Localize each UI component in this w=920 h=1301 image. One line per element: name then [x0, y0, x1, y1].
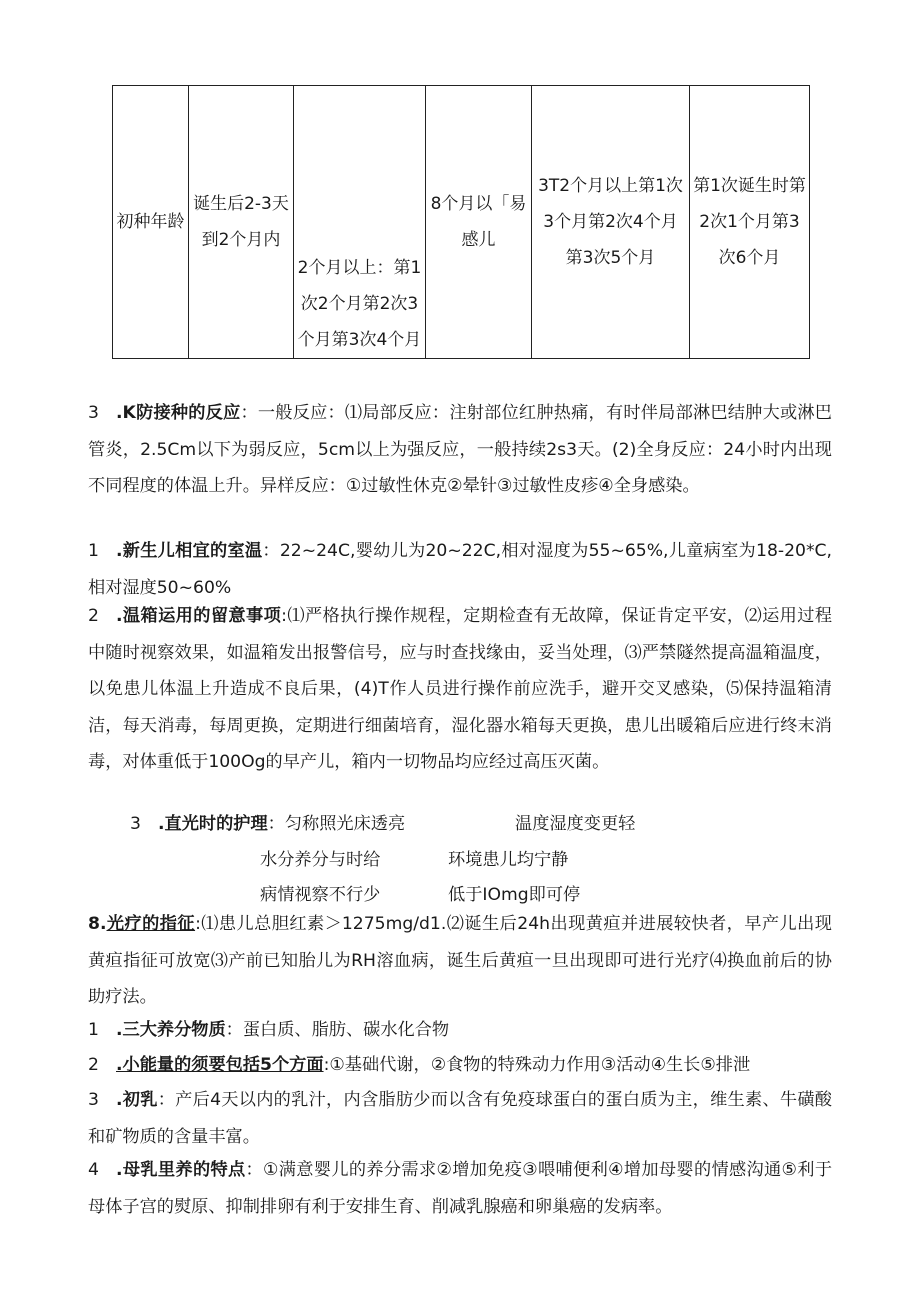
table-cell — [690, 86, 810, 359]
paragraph-energy-needs — [88, 1047, 832, 1084]
phototherapy-row-2 — [260, 842, 380, 878]
paragraph-colostrum — [88, 1082, 832, 1155]
cell-text: 8个月以「易感儿 — [430, 194, 527, 250]
care-point: 病情视察不行少 — [260, 885, 381, 905]
item-label: .三大养分物质 — [116, 1020, 226, 1040]
item-label: .新生儿相宜的室温 — [116, 541, 263, 561]
item-label: .初乳 — [116, 1090, 158, 1110]
cell-text: 诞生后2-3天到2个月内 — [193, 194, 289, 250]
phototherapy-row-2-right — [448, 842, 568, 878]
cell-text: 第1次诞生时第2次1个月第3次6个月 — [693, 176, 806, 268]
item-label: .母乳里养的特点 — [116, 1160, 246, 1180]
item-number: 3 — [88, 1090, 99, 1110]
care-point: 温度湿度变更轻 — [515, 814, 636, 834]
item-label: .小能量的须要包括5个方面 — [116, 1055, 324, 1075]
item-text: :①基础代谢，②食物的特殊动力作用③活动④生长⑤排泄 — [323, 1055, 751, 1075]
item-label: .K防接种的反应 — [116, 403, 241, 423]
paragraph-breastfeeding — [88, 1152, 832, 1225]
item-number: 3 — [88, 403, 99, 423]
item-text: :⑴患儿总胆红素＞1275mg/d1.⑵诞生后24h出现黄疸并进展较快者，早产儿出现黄疸指征可放宽⑶产前已知胎儿为RH溶血病，诞生后黄疸一旦出现即可进行光疗⑷换血前后的协助疗法。 — [88, 914, 832, 1007]
table-cell — [426, 86, 532, 359]
paragraph-room-temperature — [88, 533, 832, 606]
label-text: 初种年龄 — [116, 212, 185, 232]
item-text: ：蛋白质、脂肪、碳水化合物 — [225, 1020, 450, 1040]
vaccination-schedule-table — [112, 85, 810, 359]
paragraph-nutrients — [88, 1012, 832, 1049]
care-point: 水分养分与时给 — [260, 850, 381, 870]
table-cell-label — [113, 86, 189, 359]
item-text: ：①满意婴儿的养分需求②增加免疫③喂哺便利④增加母婴的情感沟通⑤利于母体子宫的熨原、抑制排卵有利于安排生育、削减乳腺癌和卵巢癌的发病率。 — [88, 1160, 833, 1217]
item-label: .温箱运用的留意事项 — [116, 606, 282, 626]
paragraph-phototherapy-indications — [88, 906, 832, 1016]
item-label: 光疗的指征 — [106, 914, 196, 934]
item-number: 2 — [88, 606, 99, 626]
table-cell — [189, 86, 294, 359]
item-number: 1 — [88, 1020, 99, 1040]
cell-text: 2个月以上：第1次2个月第2次3个月第3次4个月 — [297, 258, 422, 350]
phototherapy-row-1 — [130, 806, 405, 842]
cell-text: 3T2个月以上第1次3个月第2次4个月第3次5个月 — [538, 176, 683, 268]
care-point: ：匀称照光床透亮 — [267, 814, 406, 834]
item-number: 2 — [88, 1055, 99, 1075]
item-number: 8. — [88, 914, 107, 934]
item-number: 4 — [88, 1160, 99, 1180]
phototherapy-row-1-right — [515, 806, 635, 842]
care-point: 环境患儿均宁静 — [448, 850, 569, 870]
table-cell — [294, 86, 426, 359]
item-label: .直光时的护理 — [158, 814, 268, 834]
paragraph-incubator-notes — [88, 598, 832, 781]
item-number: 1 — [88, 541, 99, 561]
item-text: ：22~24C,婴幼儿为20~22C,相对湿度为55~65%,儿童病室为18-20*C,相对湿度50~60% — [88, 541, 833, 598]
table-row — [113, 86, 810, 359]
item-number: 3 — [130, 814, 141, 834]
item-text: ：一般反应：⑴局部反应：注射部位红肿热痛，有时伴局部淋巴结肿大或淋巴管炎，2.5Cm以下为弱反应，5cm以上为强反应，一般持续2s3天。(2)全身反应：24小时内出现不同程度的体温上升。异样反应：①过敏性休克②晕针③过敏性皮疹④全身感染。 — [88, 403, 832, 496]
item-text: :⑴严格执行操作规程，定期检查有无故障，保证肯定平安，⑵运用过程中随时视察效果，如温箱发出报警信号，应与时查找缘由，妥当处理，⑶严禁隧然提高温箱温度，以免患儿体温上升造成不良后果，(4)T作人员进行操作前应洗手，避开交叉感染，⑸保持温箱清洁，每天消毒，每周更换，定期进行细菌培育，湿化器水箱每天更换，患儿出暖箱后应进行终末消毒，对体重低于100Og的早产儿，箱内一切物品均应经过高压灭菌。 — [88, 606, 833, 772]
paragraph-vaccination-reaction — [88, 395, 832, 505]
care-point: 低于IOmg即可停 — [448, 885, 581, 905]
table-cell — [532, 86, 690, 359]
item-text: ：产后4天以内的乳汁，内含脂肪少而以含有免疫球蛋白的蛋白质为主，维生素、牛磺酸和矿物质的含量丰富。 — [88, 1090, 832, 1147]
